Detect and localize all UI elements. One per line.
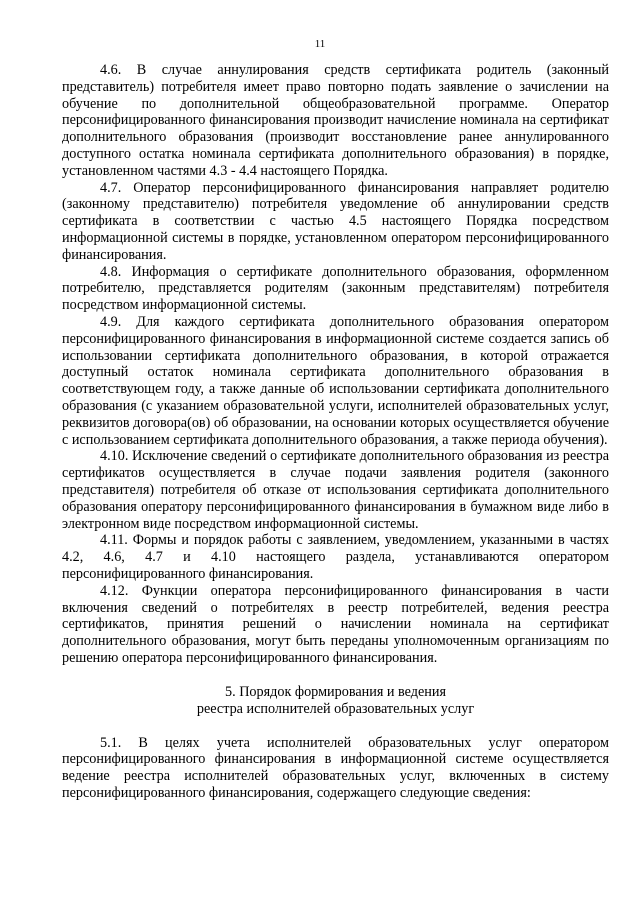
section-5-heading	[62, 684, 609, 718]
page-number: 11	[314, 38, 326, 50]
paragraph-5-1: 5.1. В целях учета исполнителей образовательных услуг оператором персонифицированного финансирования в информационной системе осуществляется ведение реестра исполнителей образовательных услуг, включенных в систему персонифицированного финансирования, содержащего следующие сведения:	[62, 734, 609, 802]
paragraph-4-7: 4.7. Оператор персонифицированного финансирования направляет родителю (законному представителю) потребителя уведомление об аннулировании средств сертификата в соответствии с частью 4.5 настоящего Порядка посредством информационной системы в порядке, установленном оператором персонифицированного финансирования.	[62, 179, 609, 263]
paragraph-4-12: 4.12. Функции оператора персонифицированного финансирования в части включения сведений о потребителях в реестр потребителей, ведения реестра сертификатов, принятия решений о начислении номинала на сертификат дополнительного образования, могут быть переданы уполномоченным организациям по решению оператора персонифицированного финансирования.	[62, 582, 609, 666]
section-heading-line-1: 5. Порядок формирования и ведения	[225, 683, 446, 700]
paragraph-4-9: 4.9. Для каждого сертификата дополнительного образования оператором персонифицированного финансирования в информационной системе создается запись об использовании сертификата дополнительного образования, в которой отражается доступный остаток номинала сертификата дополнительного образования в соответствующем году, а также данные об использовании сертификата дополнительного образования (с указанием образовательной услуги, исполнителей образовательных услуг, реквизитов договора(ов) об образовании, на основании которых осуществляется обучение с использованием сертификата дополнительного образования, а также периода обучения).	[62, 313, 609, 448]
paragraph-4-8: 4.8. Информация о сертификате дополнительного образования, оформленном потребителю, представляется родителям (законным представителям) потребителя посредством информационной системы.	[62, 263, 609, 314]
section-heading-line-2: реестра исполнителей образовательных услуг	[196, 700, 475, 717]
document-body	[62, 62, 609, 802]
paragraph-4-11: 4.11. Формы и порядок работы с заявлением, уведомлением, указанными в частях 4.2, 4.6, 4.7 и 4.10 настоящего раздела, устанавливаются оператором персонифицированного финансирования.	[62, 532, 609, 582]
paragraph-4-6: 4.6. В случае аннулирования средств сертификата родитель (законный представитель) потребителя имеет право повторно подать заявление о зачислении на обучение по дополнительной общеобразовательной программе. Оператор персонифицированного финансирования производит начисление номинала на сертификат дополнительного образования (производит восстановление ранее аннулированного доступного остатка номинала сертификата дополнительного образования) в порядке, установленном частями 4.3 - 4.4 настоящего Порядка.	[62, 62, 609, 179]
paragraph-4-10: 4.10. Исключение сведений о сертификате дополнительного образования из реестра сертификатов осуществляется в случае подачи заявления родителя (законного представителя) потребителя об отказе от использования сертификата дополнительного образования оператору персонифицированного финансирования в бумажном виде либо в электронном виде посредством информационной системы.	[62, 448, 609, 532]
